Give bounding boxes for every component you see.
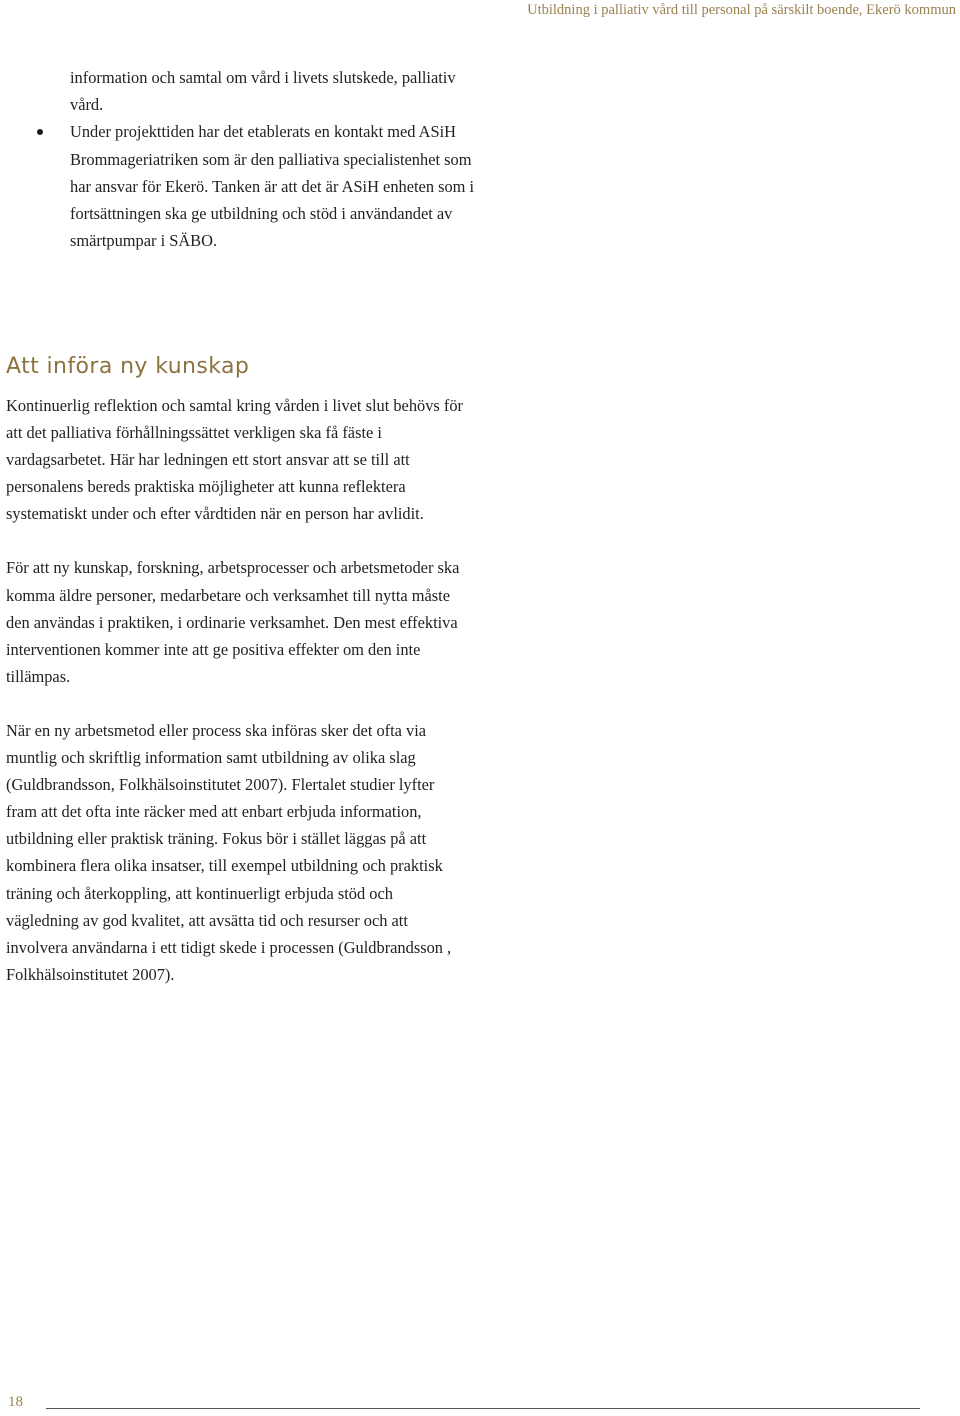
running-header: Utbildning i palliativ vård till personal på särskilt boende, Ekerö kommun <box>527 2 956 18</box>
list-item <box>70 118 490 254</box>
footer-divider <box>46 1408 920 1409</box>
paragraph: Kontinuerlig reflektion och samtal kring vården i livet slut behövs för att det palliativa förhållningssättet verkligen ska få fäste i vardagsarbetet. Här har ledningen ett stort ansvar att se till att personalens bereds praktiska möjligheter att kunna reflektera systematiskt under och efter vårdtiden när en person har avlidit. <box>6 396 464 524</box>
paragraph: För att ny kunskap, forskning, arbetsprocesser och arbetsmetoder ska komma äldre personer, medarbetare och verksamhet till nytta måste den användas i praktiken, i ordinarie verksamhet. Den mest effektiva interventionen kommer inte att ge positiva effekter om den inte tillämpas. <box>6 558 460 686</box>
list-item-text: Under projekttiden har det etablerats en kontakt med ASiH Brommageriatriken som är den palliativa specialistenhet som har ansvar för Ekerö. Tanken är att det är ASiH enheten som i fortsättningen ska ge utbildning och stöd i användandet av smärtpumpar i SÄBO. <box>70 122 475 251</box>
bullet-list-block <box>70 64 490 254</box>
paragraph: När en ny arbetsmetod eller process ska införas sker det ofta via muntlig och skriftlig information samt utbildning av olika slag (Guldbrandsson, Folkhälsoinstitutet 2007). Flertalet studier lyfter fram att det ofta inte räcker med att enbart erbjuda information, utbildning eller praktisk träning. Fokus bör i stället läggas på att kombinera flera olika insatser, till exempel utbildning och praktisk träning och återkoppling, att kontinuerligt erbjuda stöd och vägledning av god kvalitet, att avsätta tid och resurser och att involvera användarna i ett tidigt skede i processen (Guldbrandsson , Folkhälsoinstitutet 2007). <box>6 720 452 984</box>
page-number: 18 <box>8 1394 23 1410</box>
bullet-icon <box>37 129 43 135</box>
section-att-infora-ny-kunskap <box>6 352 466 1015</box>
continued-bullet-text: information och samtal om vård i livets slutskede, palliativ vård. <box>70 68 456 115</box>
bullet-list <box>70 118 490 254</box>
section-heading: Att införa ny kunskap <box>6 354 250 379</box>
